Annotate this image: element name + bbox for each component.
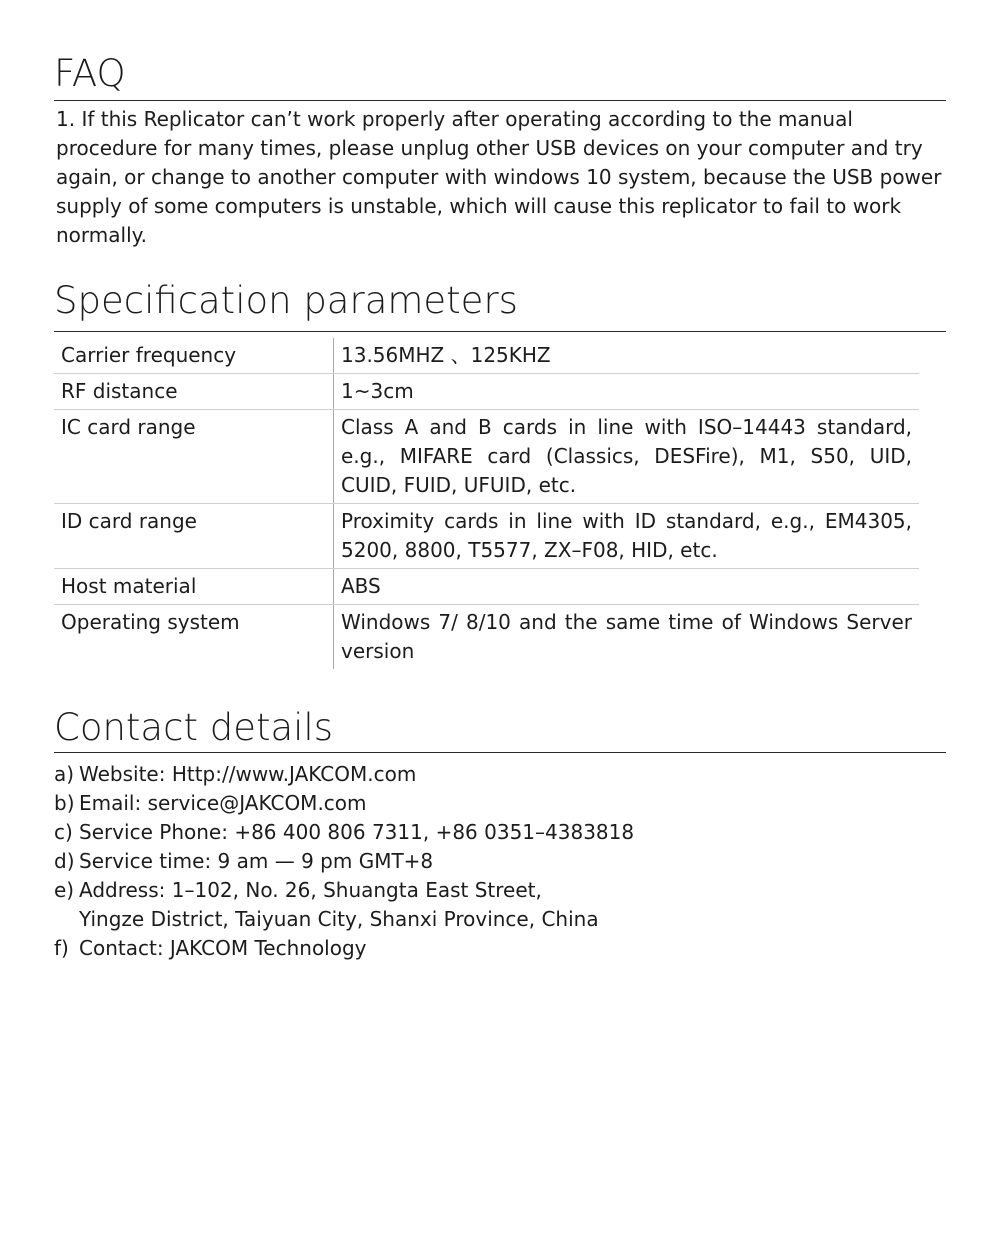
spec-value: Class A and B cards in line with ISO–14443 standard, e.g., MIFARE card (Classics, DESFire), M1, S50, UID, CUID, FUID, UFUID, etc. xyxy=(341,415,912,497)
list-marker: d) xyxy=(54,849,75,873)
spec-key: RF distance xyxy=(54,374,334,409)
spec-value: ABS xyxy=(341,574,381,598)
contact-item-phone xyxy=(54,818,634,847)
spec-key: Operating system xyxy=(54,605,334,669)
contact-service-time: Service time: 9 am — 9 pm GMT+8 xyxy=(79,849,434,873)
spec-key: ID card range xyxy=(54,504,334,568)
spec-row xyxy=(54,374,919,410)
spec-key: Host material xyxy=(54,569,334,604)
spec-value: 1~3cm xyxy=(341,379,414,403)
contact-item-service-time xyxy=(54,847,634,876)
contact-item-email xyxy=(54,789,634,818)
spec-value: Windows 7/ 8/10 and the same time of Windows Server version xyxy=(341,610,912,663)
spec-table xyxy=(54,338,919,669)
contact-phone: Service Phone: +86 400 806 7311, +86 0351–4383818 xyxy=(79,820,635,844)
contact-email[interactable]: Email: service@JAKCOM.com xyxy=(79,791,367,815)
faq-paragraph: 1. If this Replicator can’t work properly after operating according to the manual procedure for many times, please unplug other USB devices on your computer and try again, or change to another computer with windows 10 system, because the USB power supply of some computers is unstable, which will cause this replicator to fail to work normally. xyxy=(56,107,942,247)
spec-value: Proximity cards in line with ID standard, e.g., EM4305, 5200, 8800, T5577, ZX–F08, HID, etc. xyxy=(341,509,912,562)
address-line-2: Yingze District, Taiyuan City, Shanxi Province, China xyxy=(79,907,599,931)
contact-company: Contact: JAKCOM Technology xyxy=(79,936,367,960)
list-marker: e) xyxy=(54,878,75,902)
list-marker: b) xyxy=(54,791,75,815)
list-marker: f) xyxy=(54,936,69,960)
contact-item-company xyxy=(54,934,634,963)
faq-divider xyxy=(54,100,946,101)
contact-item-website xyxy=(54,760,634,789)
spec-row xyxy=(54,410,919,504)
spec-key: IC card range xyxy=(54,410,334,503)
contact-title: Contact details xyxy=(54,706,333,749)
spec-row xyxy=(54,569,919,605)
spec-row xyxy=(54,338,919,374)
spec-value: 13.56MHZ 、125KHZ xyxy=(341,343,551,367)
contact-website[interactable]: Website: Http://www.JAKCOM.com xyxy=(79,762,417,786)
list-marker: a) xyxy=(54,762,75,786)
faq-title: FAQ xyxy=(54,52,126,95)
contact-item-address xyxy=(54,876,634,934)
spec-key: Carrier frequency xyxy=(54,338,334,373)
contact-list xyxy=(54,760,634,963)
contact-address xyxy=(79,876,599,934)
spec-row xyxy=(54,605,919,669)
contact-divider xyxy=(54,752,946,753)
spec-title: Specification parameters xyxy=(54,279,518,322)
spec-divider xyxy=(54,331,946,332)
spec-row xyxy=(54,504,919,569)
list-marker: c) xyxy=(54,820,73,844)
address-line-1: Address: 1–102, No. 26, Shuangta East Street, xyxy=(79,878,542,902)
